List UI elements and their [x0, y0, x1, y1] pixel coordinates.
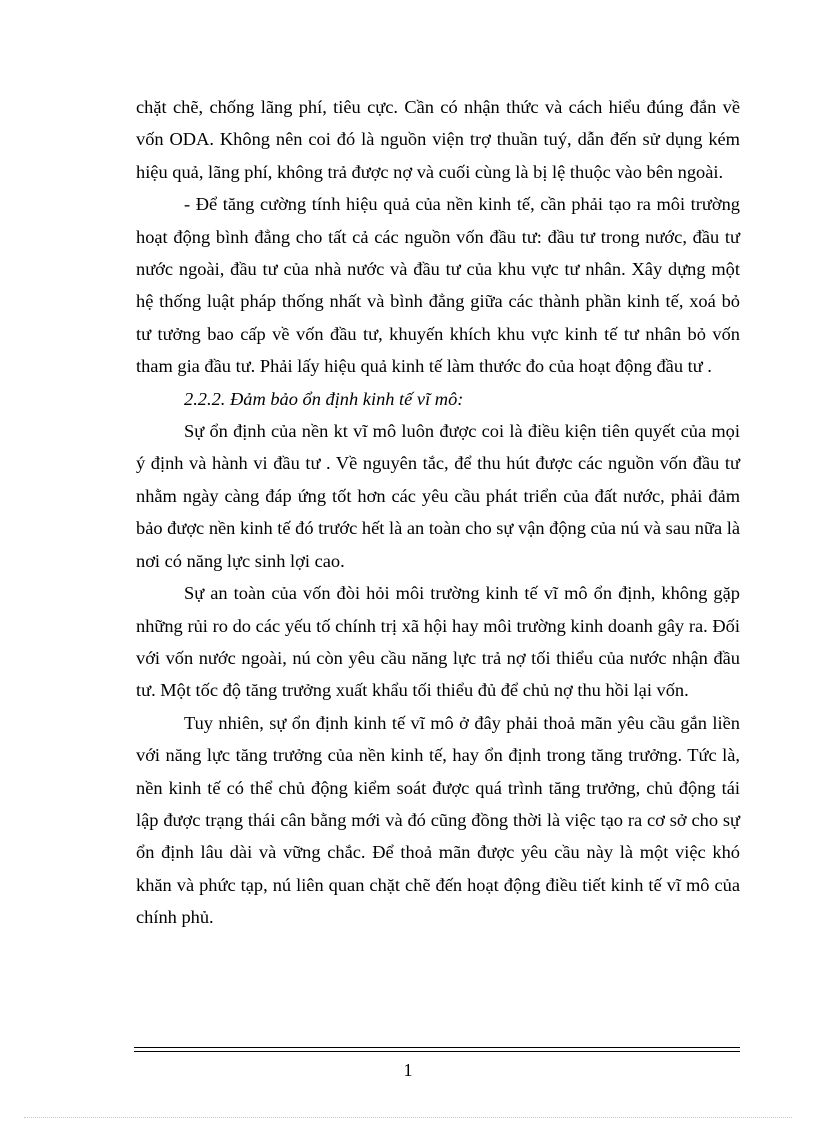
paragraph-stable-growth: Tuy nhiên, sự ổn định kinh tế vĩ mô ở đây phải thoả mãn yêu cầu gắn liền với năng lực tăng trưởng của nền kinh tế, hay ổn định trong tăng trưởng. Tức là, nền kinh tế có thể chủ động kiểm soát được quá trình tăng trưởng, chủ động tái lập được trạng thái cân bằng mới và đó cũng đồng thời là việc tạo ra cơ sở cho sự ổn định lâu dài và vững chắc. Để thoả mãn được yêu cầu này là một việc khó khăn và phức tạp, nú liên quan chặt chẽ đến hoạt động điều tiết kinh tế vĩ mô của chính phủ.: [136, 712, 740, 928]
paragraph-macro-stability: Sự ổn định của nền kt vĩ mô luôn được coi là điều kiện tiên quyết của mọi ý định và hành vi đầu tư . Về nguyên tắc, để thu hút được các nguồn vốn đầu tư nhằm ngày càng đáp ứng tốt hơn các yêu cầu phát triển của đất nước, phải đảm bảo được nền kinh tế đó trước hết là an toàn cho sự vận động của nú và sau nữa là nơi có năng lực sinh lợi cao.: [136, 421, 740, 571]
paragraph-oda: chặt chẽ, chống lãng phí, tiêu cực. Cần có nhận thức và cách hiểu đúng đắn về vốn ODA. Không nên coi đó là nguồn viện trợ thuần tuý, dẫn đến sử dụng kém hiệu quả, lãng phí, không trả được nợ và cuối cùng là bị lệ thuộc vào bên ngoài.: [136, 97, 740, 182]
footer-rule-top: [134, 1047, 740, 1048]
document-body: [136, 91, 740, 934]
page-bottom-edge: [24, 1117, 792, 1118]
page-number: 1: [403, 1060, 413, 1080]
paragraph-capital-safety: Sự an toàn của vốn đòi hỏi môi trường kinh tế vĩ mô ổn định, không gặp những rủi ro do các yếu tố chính trị xã hội hay môi trường kinh doanh gây ra. Đối với vốn nước ngoài, nú còn yêu cầu năng lực trả nợ tối thiểu của nước nhận đầu tư. Một tốc độ tăng trưởng xuất khẩu tối thiểu đủ để chủ nợ thu hồi lại vốn.: [136, 583, 740, 701]
section-heading-macro-stability: 2.2.2. Đảm bảo ổn định kinh tế vĩ mô:: [184, 388, 464, 409]
paragraph-investment-environment: - Để tăng cường tính hiệu quả của nền kinh tế, cần phải tạo ra môi trường hoạt động bình đẳng cho tất cả các nguồn vốn đầu tư: đầu tư trong nước, đầu tư nước ngoài, đầu tư của nhà nước và đầu tư của khu vực tư nhân. Xây dựng một hệ thống luật pháp thống nhất và bình đẳng giữa các thành phần kinh tế, xoá bỏ tư tưởng bao cấp về vốn đầu tư, khuyến khích khu vực kinh tế tư nhân bỏ vốn tham gia đầu tư. Phải lấy hiệu quả kinh tế làm thước đo của hoạt động đầu tư .: [136, 194, 740, 377]
footer-rule-bottom: [134, 1051, 740, 1052]
